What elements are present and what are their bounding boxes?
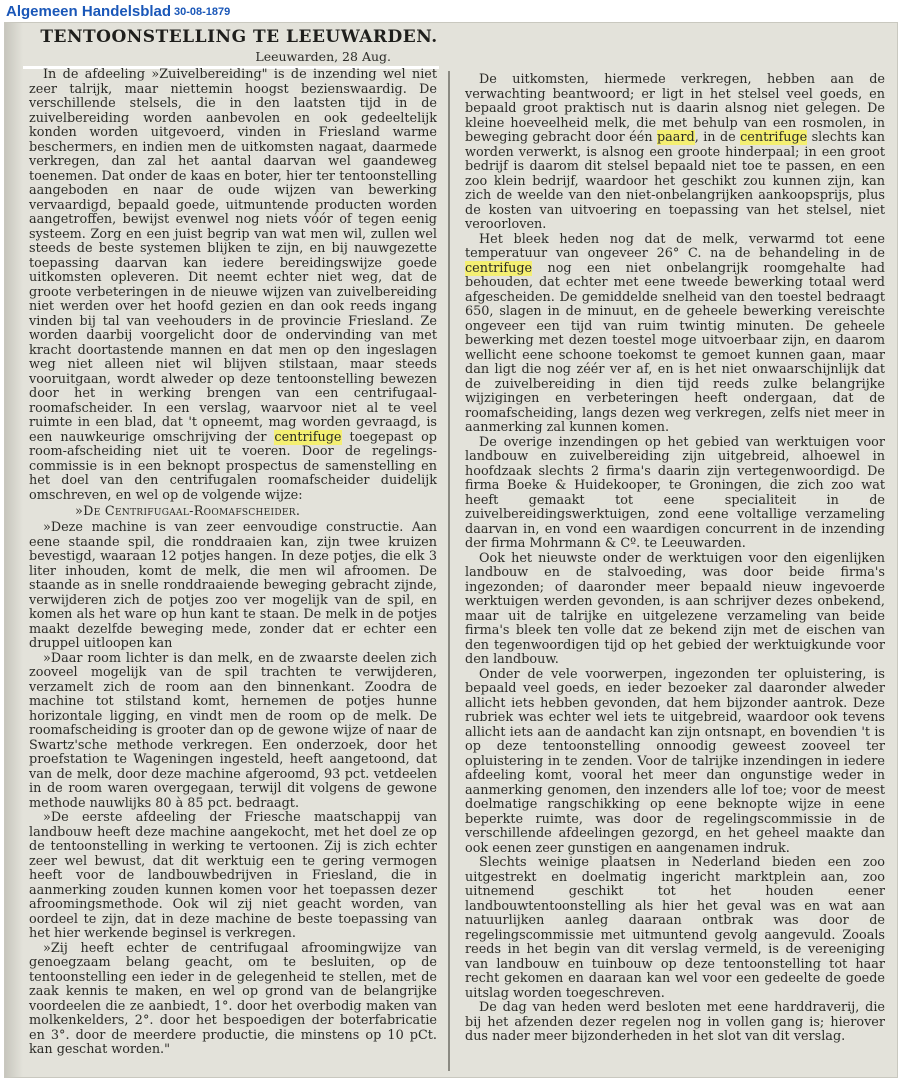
paragraph-text: , in de <box>694 130 741 145</box>
paragraph-firms: De overige inzendingen op het gebied van werktuigen voor landbouw en zuivelbereiding zijn uitgebreid, alhoewel in hoofdzaak slechts 2 firma's daarin zijn vertegenwoordigd. De firma Boeke & Huidekooper, te Groningen, die zich zoo wat heeft gemaakt tot eene specialiteit in de zuivelbereidingswerktuigen, zond eene voltallige verzameling daarvan in, en vond een waardigen concurrent in de inzending der firma Mohrmann & Cº. te Leeuwarden. <box>465 434 885 551</box>
column-divider <box>448 71 450 1071</box>
paragraph-temperature <box>465 233 885 436</box>
paragraph-text: In de afdeeling »Zuivelbereiding" is de inzending wel niet zeer talrijk, maar niettemin hoogst bezienswaardig. De verschillende stelsels, die in den laatsten tijd in de zuivelbereiding worden aanbevolen en ook gedeeltelijk konden worden uitgevoerd, vinden in Friesland warme beschermers, en indien men de uitkomsten nagaat, daarmede verkregen, dan zal het aantal daarvan wel gaandeweg toenemen. Dat onder de kaas en boter, hier ter tentoonstelling aangeboden en naar de oude wijzen van bewerking vervaardigd, bepaald goede, uitmuntende producten worden aangetroffen, bewijst evenwel nog niets vóór of tegen eenig systeem. Zorg en een juist begrip van wat men wil, zullen wel steeds de beste systemen blijken te zijn, en bij nauwgezette toepassing daarvan kan iedere bereidingswijze goede uitkomsten opleveren. Dit neemt echter niet weg, dat de groote verbeteringen in de nieuwe wijzen van zuivelbereiding niet werden over het hoofd gezien en dan ook reeds ingang vinden bij tal van veehouders in de provincie Friesland. Ze worden daarbij voorgelicht door de ondervinding van met kracht doortastende mannen en dat men op den ingeslagen weg niet alleen niet wil blijven stilstaan, maar steeds vooruitgaan, wordt alweder op deze tentoonstelling bewezen door het in werking brengen van een centrifugaal-roomafscheider. In een verslag, waarvoor niet al te veel ruimte in een blad, dat 't opneemt, mag worden gevraagd, is een nauwkeurige omschrijving der <box>29 67 437 445</box>
right-column <box>451 23 897 1077</box>
publication-date: 30-08-1879 <box>174 6 231 18</box>
paragraph-text: nog een niet onbelangrijk roomgehalte had behouden, dat echter met eene tweede bewerking totaal werd afgescheiden. De gemiddelde snelheid van den toestel bedraagt 650, slagen in de minuut, en de geheele bewerking vereischte ongeveer een tijd van ruim twintig minuten. De geheele bewerking met dezen toestel moge uitvoerbaar zijn, en daarom wellicht eene schoone toekomst te gemoet kunnen gaan, maar dan ligt die nog zéér ver af, en is het niet onwaarschijnlijk dat de zuivelbereiding in dien tijd reeds zulke belangrijke wijzigingen en verbeteringen heeft ondergaan, dat de roomafscheiding, langs dezen weg verkregen, zelfs niet meer in aanmerking zal kunnen komen. <box>465 260 885 435</box>
paragraph-results <box>465 73 885 233</box>
paragraph-text: toegepast op room-afscheiding niet uit te voeren. Door de regelings-commissie is in een beknopt prospectus de samenstelling en het doel van den centrifugalen roomafscheider duidelijk omschreven, en wel op de volgende wijze: <box>29 429 438 503</box>
paragraph-machine: »Deze machine is van zeer eenvoudige constructie. Aan eene staande spil, die ronddraaien kan, zijn twee kruizen bevestigd, waaraan 12 potjes hangen. In deze potjes, die elk 3 liter inhouden, komt de melk, die men wil afroomen. De staande as in snelle ronddraaiende beweging gebracht zijnde, verwijderen zich de potjes zoo ver mogelijk van de spil, en komen als het ware op hun kant te staan. De melk in de potjes maakt dezelfde beweging mede, zonder dat er echter een druppel uitloopen kan <box>29 520 437 651</box>
clipping-header-bar <box>0 0 900 24</box>
left-column <box>5 23 445 1077</box>
paragraph-tools: Ook het nieuwste onder de werktuigen voor den eigenlijken landbouw en de stalvoeding, was door beide firma's ingezonden; of daaronder meer bepaald nieuw ingevoerde werktuigen werden gevonden, is aan schrijver dezes onbekend, maar uit de talrijke en uitgelezene verzameling van beide firma's bleek ten volle dat ze bekend zijn met de eischen van den tegenwoordigen tijd op het gebied der werktuigkunde voor den landbouw. <box>465 550 885 667</box>
newspaper-clipping <box>4 22 898 1078</box>
paragraph-advantages: »Zij heeft echter de centrifugaal afroomingwijze van genoegzaam belang geacht, om te besluiten, op de tentoonstelling een ieder in de gelegenheid te stellen, met de zaak kennis te maken, en wel op grond van de belangrijke voordeelen die ze aanbiedt, 1°. door het overbodig maken van molkenkelders, 2°. door het bespoedigen der boterfabricatie en 3°. door de meerdere productie, die minstens op 10 pCt. kan geschat worden." <box>29 940 437 1057</box>
article-dateline: Leeuwarden, 28 Aug. <box>255 49 391 64</box>
paragraph-closing: De dag van heden werd besloten met eene harddraverij, die bij het afzenden dezer regelen nog in vollen gang is; hierover dus nader meer bijzonderheden in het slot van dit verslag. <box>465 1000 885 1044</box>
section-subheading: »De Centrifugaal-Roomafscheider. <box>75 504 301 519</box>
paragraph-text: Het bleek heden nog dat de melk, verwarmd tot eene temperatuur van ongeveer 26° C. na de behandeling in de <box>465 231 885 261</box>
highlight-centrifuge: centrifuge <box>274 429 342 445</box>
paragraph-text: De uitkomsten, hiermede verkregen, hebben aan de verwachting beantwoord; er ligt in het stelsel veel goeds, en bepaald groot praktisch nut is daarin alsnog niet gelegen. De kleine hoeveelheid melk, die met behulp van een rosmolen, in beweging gebracht door één <box>465 72 885 145</box>
paragraph-text: slechts kan worden verwerkt, is alsnog een groote hinderpaal; in een groot bedrijf is daarom dit stelsel bepaald niet toe te passen, en een zoo klein bedrijf, waardoor het geschikt zou kunnen zijn, kan zich de weelde van den niet-onbelangrijken aankoopsprijs, plus de kosten van uitvoering en toepassing van het stelsel, niet veroorloven. <box>465 130 885 232</box>
highlight-centrifuge: centrifuge <box>740 130 808 145</box>
highlight-paard: paard <box>656 130 695 145</box>
paragraph-marketplace: Slechts weinige plaatsen in Nederland bieden een zoo uitgestrekt en doelmatig ingericht marktplein aan, zoo uitnemend geschikt tot het houden eener landbouwtentoonstelling als hier het geval was en wat aan natuurlijken aanleg daaraan ontbrak was door de regelingscommissie met uitmuntend gevolg aangevuld. Zooals reeds in het begin van dit verslag vermeld, is de vereeniging van landbouw en tuinbouw op deze tentoonstelling tot haar recht gekomen en daaraan kan wel voor een gedeelte de goede uitslag worden toegeschreven. <box>465 855 885 1001</box>
paragraph-decoration: Onder de vele voorwerpen, ingezonden ter opluistering, is bepaald veel goeds, en ieder bezoeker zal daaronder alweder allicht iets hebben gevonden, dat hem bijzonder aantrok. Deze rubriek was echter wel iets te uitgebreid, waardoor ook tevens allicht iets aan de aandacht kan zijn ontsnapt, en bovendien 't is op deze tentoonstelling onnoodig geweest zooveel ter opluistering in te zenden. Voor de talrijke inzendingen in iedere afdeeling komt, vooral het meer dan ongunstige weder in aanmerking genomen, den inzenders alle lof toe; voor de meest doelmatige rangschikking op eene beknopte wijze in eene beperkte ruimte, was door de regelingscommissie in de verschillende afdeelingen gezorgd, en het geheel maakte dan ook eenen zeer gunstigen en aangenamen indruk. <box>465 666 885 856</box>
highlight-centrifuge: centrifuge <box>465 260 533 276</box>
paragraph-society: »De eerste afdeeling der Friesche maatschappij van landbouw heeft deze machine aangekocht, met het doel ze op de tentoonstelling in werking te vertoonen. Zij is zich echter zeer wel bewust, dat dit werktuig een te gering vermogen heeft voor de landbouwbedrijven in Friesland, die in aanmerking zouden kunnen komen voor het toepassen dezer afroomingsmethode. Ook wil zij niet geacht worden, van oordeel te zijn, dat in deze machine de beste toepassing van het hier werkende beginsel is verkregen. <box>29 810 437 941</box>
newspaper-name: Algemeen Handelsblad <box>6 3 172 20</box>
article-title: TENTOONSTELLING TE LEEUWARDEN. <box>40 27 438 47</box>
paragraph-cream: »Daar room lichter is dan melk, en de zwaarste deelen zich zooveel mogelijk van de spil trachten te verwijderen, verzamelt zich de room aan den binnenkant. Zoodra de machine tot stilstand komt, hernemen de potjes hunne horizontale ligging, en vindt men de room op de melk. De roomafscheiding is grooter dan op de gewone wijze of naar de Swartz'sche methode verkregen. Een onderzoek, door het proefstation te Wageningen ingesteld, heeft aangetoond, dat van de melk, door deze machine afgeroomd, 93 pct. vetdeelen in de room waren overgegaan, terwijl dit volgens de gewone methode nauwlijks 80 à 85 pct. bedraagt. <box>29 650 437 811</box>
page-edge-shadow <box>5 23 23 1077</box>
paragraph-intro <box>29 68 445 503</box>
